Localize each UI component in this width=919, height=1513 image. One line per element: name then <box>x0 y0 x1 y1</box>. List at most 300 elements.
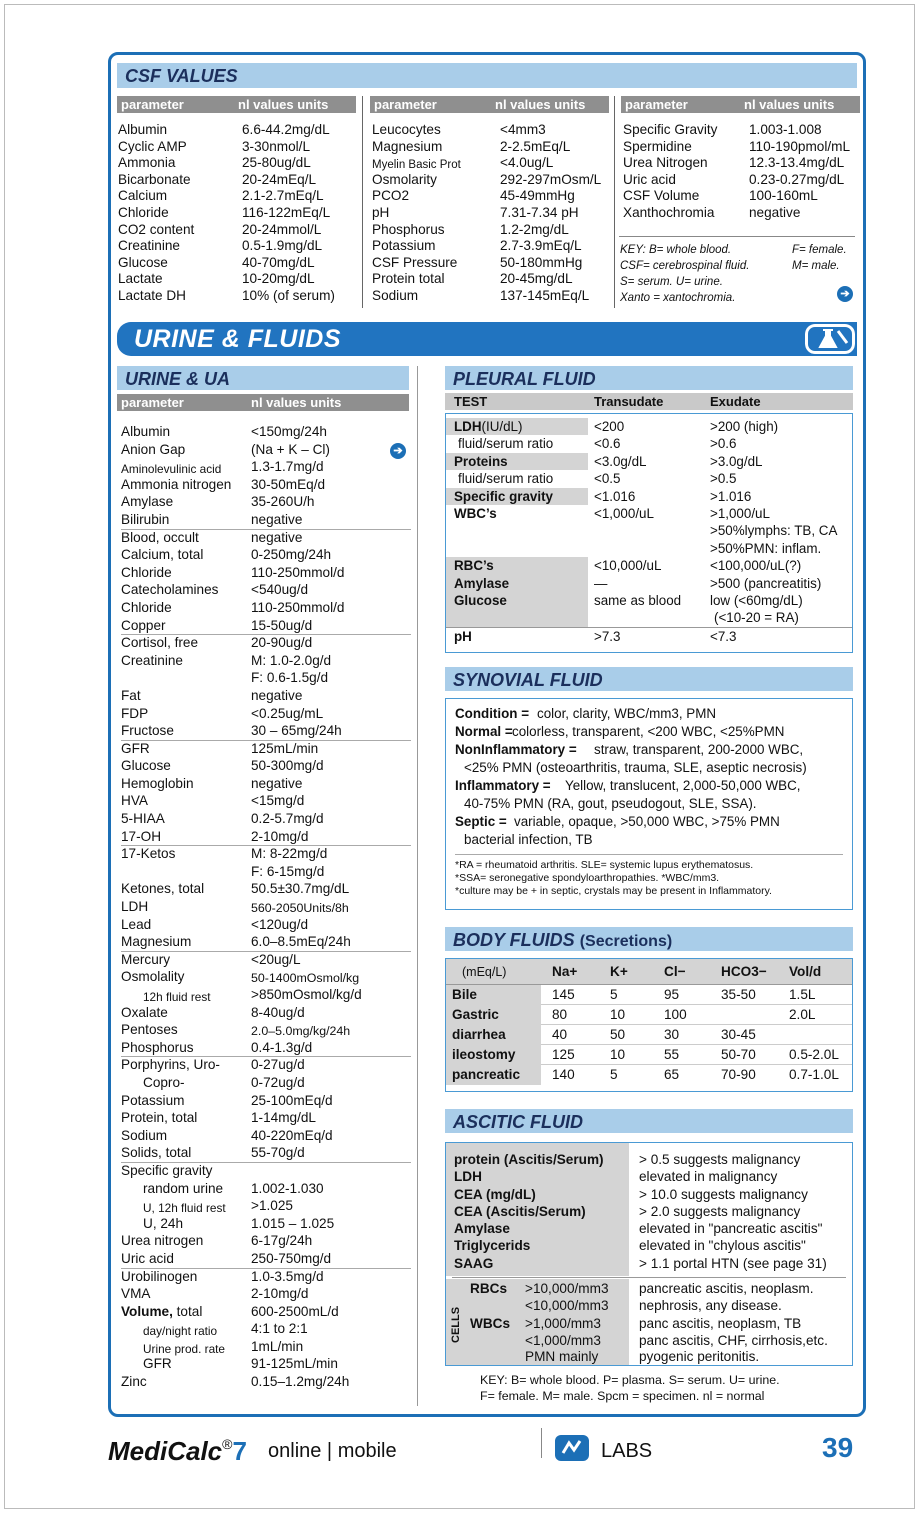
synovial-line <box>455 741 849 759</box>
key-line: Xanto = xantochromia. <box>620 292 736 304</box>
cell-text: diarrhea <box>452 1027 506 1042</box>
cell-text: 12h fluid rest <box>143 990 211 1004</box>
cell-text: Myelin Basic Prot <box>372 159 461 172</box>
cell-text: Albumin <box>121 424 171 439</box>
cell-text: elevated in "pancreatic ascitis" <box>639 1221 823 1237</box>
cell-desc: nephrosis, any disease. <box>639 1297 782 1313</box>
cell-text: 2.7-3.9mEq/L <box>500 238 582 254</box>
table-row <box>446 540 852 557</box>
cell-text: Septic = <box>455 814 507 829</box>
cell-text: Ammonia nitrogen <box>121 476 232 492</box>
synovial-box <box>445 698 853 910</box>
cell-text: Chloride <box>121 564 172 580</box>
table-row <box>454 1186 850 1203</box>
cell-text: <7.3 <box>710 628 737 644</box>
table-row <box>121 530 411 548</box>
cells-wbc: WBCs <box>470 1316 511 1331</box>
table-row <box>121 1163 411 1181</box>
csf-header-col1 <box>117 96 356 113</box>
cell-text: 116-122mEq/L <box>242 204 331 220</box>
cell-text: nl values units <box>495 97 586 112</box>
cell-text: Cortisol, free <box>121 635 199 651</box>
cell-text: >200 (high) <box>710 419 779 434</box>
table-row <box>446 627 852 648</box>
table-row <box>121 477 411 495</box>
cell-text: 0.5-1.9mg/dL <box>242 238 323 254</box>
cell-text: Potassium <box>121 1092 185 1108</box>
flask-icon <box>805 324 855 354</box>
cell-text: Volume, total <box>121 1303 203 1319</box>
cell-text: <0.5 <box>594 471 621 487</box>
key-separator <box>619 236 855 237</box>
cell-text: Albumin <box>118 122 168 137</box>
cell-text: 0.2-5.7mg/d <box>251 811 324 827</box>
table-row <box>121 881 411 899</box>
table-row <box>121 846 411 864</box>
synovial-line <box>455 705 849 723</box>
cell-text: >1,000/uL <box>710 505 770 521</box>
cell-text: random urine <box>143 1180 224 1196</box>
table-row <box>454 1203 850 1220</box>
cell-text: 1.5L <box>789 987 816 1002</box>
cell-text: Phosphorus <box>372 221 445 237</box>
table-row <box>121 442 411 460</box>
cell-text: pH <box>454 628 472 644</box>
cell-text: CO2 content <box>118 221 195 237</box>
cell-text: 40-75% PMN (RA, gout, pseudogout, SLE, SSA). <box>464 796 757 811</box>
table-row <box>446 488 852 505</box>
cell-text: >50%lymphs: TB, CA <box>710 523 838 539</box>
cell-text: 5 <box>610 1067 618 1082</box>
cell-text: NonInflammatory = <box>455 742 577 757</box>
cell-text: 35-50 <box>721 987 756 1002</box>
cell-text: 50-300mg/d <box>251 758 324 774</box>
urine-title: URINE & UA <box>117 366 409 390</box>
cell-text: Urine prod. rate <box>143 1341 225 1356</box>
cell-text: 0-27ug/d <box>251 1057 305 1073</box>
csf-key <box>614 238 857 308</box>
cell-text: Leucocytes <box>372 122 441 137</box>
cell-text: 250-750mg/d <box>251 1250 332 1266</box>
synovial-title: SYNOVIAL FLUID <box>445 667 853 691</box>
arrow-right-icon[interactable]: ➔ <box>837 286 853 302</box>
page-number: 39 <box>822 1432 854 1463</box>
cell-text: 0-250mg/24h <box>251 547 332 563</box>
cell-text: Hemoglobin <box>121 775 194 791</box>
cell-text: 30-45 <box>721 1027 756 1042</box>
table-row <box>446 522 852 539</box>
cell-text: 137-145mEq/L <box>500 287 590 303</box>
cell-text: <25% PMN (osteoarthritis, trauma, SLE, aseptic necrosis) <box>464 760 807 775</box>
table-row <box>121 899 411 917</box>
cell-text: 0.7-1.0L <box>789 1067 839 1082</box>
cell-text: Chloride <box>121 599 172 615</box>
row-shade <box>446 609 588 626</box>
synovial-line <box>455 777 849 795</box>
table-row <box>121 1093 411 1111</box>
cell-text: 110-190pmol/mL <box>749 138 851 154</box>
cell-text: 100-160mL <box>749 188 818 204</box>
cell-text: 35-260U/h <box>251 494 315 510</box>
cell-text: >850mOsmol/kg/d <box>251 987 362 1002</box>
table-row <box>121 811 411 829</box>
cell-text: 50-1400mOsmol/kg <box>251 971 360 986</box>
table-row <box>121 618 411 636</box>
cell-text: 6.6-44.2mg/dL <box>242 122 330 137</box>
cell-text: Gastric <box>452 1007 499 1022</box>
table-row <box>121 1269 411 1287</box>
cell-text: CEA (Ascitis/Serum) <box>454 1203 586 1219</box>
footer-divider <box>541 1428 542 1458</box>
cell-text: 6-17g/24h <box>251 1233 313 1249</box>
table-row <box>121 653 411 671</box>
cell-text: Potassium <box>372 238 436 254</box>
cell-value: >1,000/mm3 <box>525 1316 601 1331</box>
cell-text: Glucose <box>454 592 507 608</box>
cell-text: 110-250mmol/d <box>251 599 345 615</box>
cell-text: 65 <box>664 1067 680 1082</box>
cell-text: 1mL/min <box>251 1338 304 1354</box>
header-parameter: parameter <box>121 395 184 410</box>
cell-text: CEA (mg/dL) <box>454 1186 536 1202</box>
table-row <box>121 987 411 1005</box>
cell-text: Sodium <box>372 287 419 303</box>
cell-text: >0.6 <box>710 436 737 452</box>
table-row <box>446 418 852 435</box>
urine-header <box>117 394 409 411</box>
cell-text: 5 <box>610 987 618 1002</box>
brand-version: 7 <box>232 1436 247 1466</box>
cell-text: 40 <box>552 1027 568 1042</box>
cell-text: nl values units <box>238 97 329 112</box>
cell-text: 50-70 <box>721 1047 756 1062</box>
cell-text: Condition = <box>455 706 530 721</box>
pleural-header <box>445 393 853 410</box>
urine-list <box>121 424 411 1392</box>
table-row <box>121 741 411 759</box>
cell-text: <15mg/d <box>251 793 305 809</box>
cell-text: Proteins <box>454 453 508 469</box>
table-row <box>454 1255 850 1272</box>
cell-desc: panc ascitis, neoplasm, TB <box>639 1316 802 1331</box>
cell-text: 5-HIAA <box>121 811 165 827</box>
cell-desc: pancreatic ascitis, neoplasm. <box>639 1281 814 1296</box>
table-row <box>121 1022 411 1040</box>
cell-text: Urea nitrogen <box>121 1233 204 1249</box>
cell-text: CSF Pressure <box>372 254 458 270</box>
cell-text: Specific Gravity <box>623 122 718 137</box>
cell-text: Zinc <box>121 1374 147 1390</box>
cell-text: 2.0–5.0mg/kg/24h <box>251 1024 351 1039</box>
cell-text: negative <box>251 529 303 545</box>
table-row <box>121 1286 411 1304</box>
cell-text: 15-50ug/d <box>251 617 313 633</box>
cell-text: GFR <box>121 740 150 756</box>
key-line: KEY: B= whole blood. <box>620 244 732 256</box>
cell-text: Na+ <box>552 964 578 979</box>
cell-text: 40-220mEq/d <box>251 1127 333 1143</box>
table-row <box>121 1356 411 1374</box>
cell-text: Solids, total <box>121 1145 192 1161</box>
table-row <box>446 557 852 574</box>
cell-text: Anion Gap <box>121 441 186 457</box>
cell-text: Fructose <box>121 723 174 739</box>
cell-value: <1,000/mm3 <box>525 1332 601 1348</box>
cell-text: negative <box>251 687 303 703</box>
cell-text: Lactate <box>118 271 163 287</box>
cell-text: GFR <box>143 1356 172 1372</box>
header-test: TEST <box>454 394 488 409</box>
cell-text: parameter <box>625 97 688 112</box>
cell-text: Catecholamines <box>121 582 219 598</box>
cell-text: Amylase <box>454 1221 510 1237</box>
cell-text: Yellow, translucent, 2,000-50,000 WBC, <box>565 778 801 793</box>
cell-text: negative <box>749 204 801 220</box>
cell-text: 1.003-1.008 <box>749 122 822 137</box>
cell-text: M: 1.0-2.0g/d <box>251 652 332 668</box>
cell-text: Glucose <box>121 758 171 774</box>
cell-text: elevated in "chylous ascitis" <box>639 1238 806 1254</box>
cell-text: U, 12h fluid rest <box>143 1201 226 1216</box>
cell-text: 20-45mg/dL <box>500 271 573 287</box>
cell-text: Bilirubin <box>121 511 170 527</box>
cell-text: 600-2500mL/d <box>251 1303 339 1319</box>
table-row <box>121 969 411 987</box>
ascitic-key <box>480 1372 780 1404</box>
cell-text: 17-OH <box>121 828 162 844</box>
cell-text: >0.5 <box>710 471 737 487</box>
cell-text: Triglycerids <box>454 1238 531 1254</box>
cell-text: 0.23-0.27mg/dL <box>749 171 845 187</box>
cell-text: 125mL/min <box>251 740 319 756</box>
table-row <box>121 635 411 653</box>
synovial-line <box>455 831 849 849</box>
cell-text: Protein, total <box>121 1110 198 1126</box>
cell-text: WBC’s <box>454 505 497 521</box>
csf-header-col2 <box>370 96 609 113</box>
cell-text: pH <box>372 204 390 220</box>
cell-text: Vol/d <box>789 964 822 979</box>
table-row <box>121 1181 411 1199</box>
table-row <box>121 952 411 970</box>
cell-text: 20-90ug/d <box>251 635 313 651</box>
header-exudate: Exudate <box>710 394 761 409</box>
cell-text: 1.002-1.030 <box>251 1180 324 1196</box>
cell-text: Oxalate <box>121 1004 168 1020</box>
cell-text: parameter <box>121 97 184 112</box>
cell-text: Urobilinogen <box>121 1268 198 1284</box>
table-header-row <box>446 959 852 985</box>
cell-text: Porphyrins, Uro- <box>121 1057 220 1073</box>
table-row <box>121 758 411 776</box>
cell-text: 3-30nmol/L <box>242 138 311 154</box>
cell-text: 30-50mEq/d <box>251 476 326 492</box>
table-row <box>446 592 852 609</box>
cell-text: M: 8-22mg/d <box>251 846 328 862</box>
csf-title: CSF VALUES <box>117 63 857 88</box>
cell-text: <4.0ug/L <box>500 155 554 171</box>
cell-text: Specific gravity <box>454 488 553 504</box>
cell-value: <10,000/mm3 <box>525 1297 609 1313</box>
cell-text: PCO2 <box>372 188 410 204</box>
body-fluids-title-text: BODY FLUIDS <box>453 930 575 950</box>
table-row <box>121 1040 411 1058</box>
cell-text: 0.5-2.0L <box>789 1047 839 1062</box>
table-row <box>446 505 852 522</box>
cell-text: Amylase <box>454 575 510 591</box>
cell-text: <20ug/L <box>251 951 301 967</box>
cell-text: 55-70g/d <box>251 1145 305 1161</box>
key-line: CSF= cerebrospinal fluid. <box>620 260 750 272</box>
brand-logo <box>108 1436 247 1467</box>
cell-text: 1-14mg/dL <box>251 1110 316 1126</box>
cell-text: Cyclic AMP <box>118 138 187 154</box>
cell-text: Magnesium <box>121 934 192 950</box>
cell-text: Bicarbonate <box>118 171 191 187</box>
labs-label: LABS <box>601 1440 653 1462</box>
cell-text: > 10.0 suggests malignancy <box>639 1186 808 1202</box>
table-row <box>121 1339 411 1357</box>
cell-text: <100,000/uL(?) <box>710 558 802 574</box>
cell-text: <120ug/d <box>251 916 309 932</box>
cell-text: Ammonia <box>118 155 176 171</box>
cell-text: Inflammatory = <box>455 778 551 793</box>
cell-text: 100 <box>664 1007 687 1022</box>
cell-text: Bile <box>452 987 477 1002</box>
cell-text: RBC’s <box>454 558 494 574</box>
table-row <box>121 688 411 706</box>
body-fluids-title <box>445 927 853 951</box>
cell-text: >7.3 <box>594 628 621 644</box>
cell-text: <10,000/uL <box>594 558 662 574</box>
cell-text: 1.2-2mg/dL <box>500 221 569 237</box>
cell-desc: panc ascitis, CHF, cirrhosis,etc. <box>639 1332 828 1348</box>
cell-text: Glucose <box>118 254 168 270</box>
column-divider <box>362 96 363 308</box>
cell-text: Phosphorus <box>121 1039 194 1055</box>
table-row <box>121 565 411 583</box>
cell-text: Uric acid <box>121 1250 174 1266</box>
synovial-line <box>455 723 849 741</box>
key-line: F= female. M= male. Spcm = specimen. nl = normal <box>480 1389 765 1403</box>
body-fluids-table <box>445 958 853 1092</box>
cell-text: U, 24h <box>143 1215 184 1231</box>
table-row <box>446 1025 852 1045</box>
cell-text: nl values units <box>744 97 835 112</box>
cell-text: 50-180mmHg <box>500 254 583 270</box>
cell-text: Copro- <box>143 1074 185 1090</box>
cell-text: >50%PMN: inflam. <box>710 540 822 556</box>
cell-text: > 2.0 suggests malignancy <box>639 1203 801 1219</box>
cell-text: K+ <box>610 964 628 979</box>
cell-text: F: 0.6-1.5g/d <box>251 670 329 686</box>
cell-text: Creatinine <box>121 652 183 668</box>
synovial-line <box>455 813 849 831</box>
cell-text: 25-80ug/dL <box>242 155 311 171</box>
table-row <box>454 1237 850 1254</box>
cell-text: 292-297mOsm/L <box>500 171 602 187</box>
cells-label: CELLS <box>450 1306 462 1343</box>
cell-text: 7.31-7.34 pH <box>500 204 579 220</box>
table-row <box>121 1198 411 1216</box>
cells-rbc: RBCs <box>470 1281 508 1296</box>
cell-text: 140 <box>552 1067 575 1082</box>
table-row <box>121 706 411 724</box>
cell-text: colorless, transparent, <200 WBC, <25%PMN <box>512 724 785 739</box>
cell-text: Uric acid <box>623 171 676 187</box>
footnote: *SSA= seronegative spondyloarthropathies. *WBC/mm3. <box>455 872 720 884</box>
cell-text: Protein total <box>372 271 445 287</box>
cell-text: parameter <box>374 97 437 112</box>
cell-text: <0.6 <box>594 436 621 452</box>
cell-text: Normal = <box>455 724 513 739</box>
cell-text: pancreatic <box>452 1067 521 1082</box>
table-row <box>121 829 411 847</box>
footnote: *RA = rheumatoid arthritis. SLE= systemic lupus erythematosus. <box>455 859 754 871</box>
cell-text: Lead <box>121 916 152 932</box>
table-row <box>446 453 852 470</box>
cell-text: <0.25ug/mL <box>251 705 324 721</box>
cell-text: Lactate DH <box>118 287 187 303</box>
cell-text: 30 – 65mg/24h <box>251 723 342 739</box>
table-row <box>121 1216 411 1234</box>
cell-text: Magnesium <box>372 138 443 154</box>
cell-text: Osmolarity <box>372 171 437 187</box>
cell-text: 30 <box>664 1027 680 1042</box>
cell-text: > 0.5 suggests malignancy <box>639 1152 801 1167</box>
table-row <box>121 670 411 688</box>
cell-text: > 1.1 portal HTN (see page 31) <box>639 1255 827 1271</box>
cell-text: >1.016 <box>710 488 752 504</box>
cell-text: 0.4-1.3g/d <box>251 1039 313 1055</box>
cell-text: 4:1 to 2:1 <box>251 1321 308 1337</box>
cell-text: Creatinine <box>118 238 180 254</box>
table-row <box>121 934 411 952</box>
cell-text: Urea Nitrogen <box>623 155 708 171</box>
table-row <box>446 470 852 487</box>
cell-text: Mercury <box>121 951 171 967</box>
cell-text: HCO3− <box>721 964 767 979</box>
cell-text: 1.0-3.5mg/d <box>251 1268 324 1284</box>
csf-header-col3 <box>621 96 860 113</box>
table-row <box>446 985 852 1005</box>
cell-text: 6.0–8.5mEq/24h <box>251 934 351 950</box>
row-shade <box>446 522 588 539</box>
cell-text: HVA <box>121 793 148 809</box>
cell-text: 0-72ug/d <box>251 1074 305 1090</box>
cell-text: 2.1-2.7mEq/L <box>242 188 324 204</box>
cell-text: 0.15–1.2mg/24h <box>251 1374 350 1390</box>
arrow-right-icon[interactable]: ➔ <box>390 443 406 459</box>
table-row <box>121 776 411 794</box>
cell-text: 8-40ug/d <box>251 1004 305 1020</box>
cell-text: 80 <box>552 1007 568 1022</box>
cell-text: F: 6-15mg/d <box>251 863 325 879</box>
cell-text: 50.5±30.7mg/dL <box>251 881 350 897</box>
table-row <box>121 512 411 530</box>
cell-text: 25-100mEq/d <box>251 1092 333 1108</box>
table-row <box>121 1057 411 1075</box>
cell-text: bacterial infection, TB <box>464 832 593 847</box>
cell-text: Osmolality <box>121 969 185 985</box>
cell-text: 20-24mmol/L <box>242 221 322 237</box>
ascitic-box <box>445 1142 853 1366</box>
table-row <box>454 1220 850 1237</box>
brand-tagline: online | mobile <box>268 1440 397 1462</box>
table-row <box>446 1005 852 1025</box>
cell-text: 50 <box>610 1027 626 1042</box>
cell-text: <1.016 <box>594 488 636 504</box>
